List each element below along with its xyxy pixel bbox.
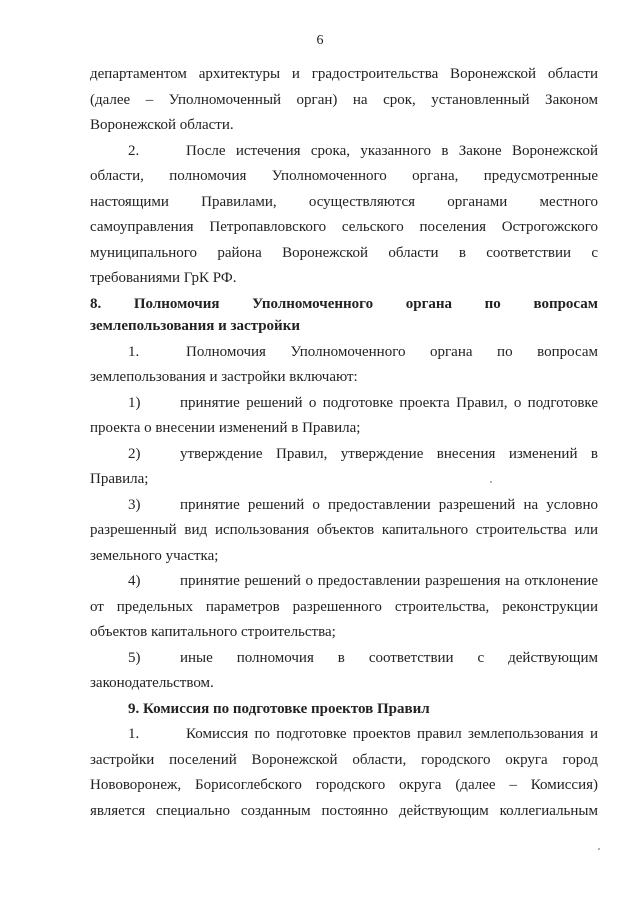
paragraph-2-line: [90, 139, 598, 165]
text-line: самоуправления Петропавловского сельского поселения Острогожского: [90, 219, 598, 235]
text-line: законодательством.: [90, 675, 214, 691]
scan-speck: [598, 848, 600, 850]
text-line: (далее – Уполномоченный орган) на срок, установленный Законом: [90, 91, 598, 108]
text-line: Нововоронеж, Борисоглебского городского округа (далее – Комиссия): [90, 777, 598, 793]
text-line: разрешенный вид использования объектов капитального строительства или: [90, 522, 598, 538]
list-item-1: [90, 391, 598, 417]
paragraph-number: 1.: [128, 343, 140, 360]
section-8-heading: 8. Полномочия Уполномоченного органа по вопросам: [90, 295, 598, 312]
text-line: принятие решений о предоставлении разрешения на отклонение: [180, 573, 598, 589]
text-line: области, полномочия Уполномоченного органа, предусмотренные: [90, 168, 598, 184]
list-number: 3): [128, 496, 141, 513]
paragraph-number: 2.: [128, 142, 140, 159]
text-line: застройки поселений Воронежской области, городского округа город: [90, 751, 598, 768]
section-9-heading: 9. Комиссия по подготовке проектов Правил: [128, 700, 430, 717]
text-line: муниципального района Воронежской области в соответствии с: [90, 244, 598, 261]
paragraph-1-line: [90, 340, 598, 366]
text-line: После истечения срока, указанного в Законе Воронежской: [186, 142, 598, 159]
text-line: Полномочия Уполномоченного органа по вопросам: [186, 343, 598, 360]
list-number: 5): [128, 649, 141, 666]
list-number: 1): [128, 394, 141, 411]
text-line: принятие решений о подготовке проекта Правил, о подготовке: [180, 394, 598, 411]
list-number: 4): [128, 573, 141, 589]
list-item-4: [90, 569, 598, 595]
list-item-2: [90, 442, 598, 468]
text-line: Правила;: [90, 471, 149, 487]
text-line: настоящими Правилами, осуществляются органами местного: [90, 193, 598, 210]
text-line: является специально созданным постоянно действующим коллегиальным: [90, 802, 598, 819]
document-body: [90, 62, 598, 824]
text-line: Комиссия по подготовке проектов правил землепользования и: [186, 726, 598, 742]
text-line: землепользования и застройки включают:: [90, 369, 358, 385]
text-line: Воронежской области.: [90, 117, 234, 133]
text-line: принятие решений о предоставлении разрешений на условно: [180, 496, 598, 513]
list-item-3: [90, 493, 598, 519]
text-line: иные полномочия в соответствии с действующим: [180, 649, 598, 666]
paragraph-9-1-line: [90, 722, 598, 748]
text-line: проекта о внесении изменений в Правила;: [90, 420, 361, 436]
section-8-heading-cont: землепользования и застройки: [90, 317, 300, 334]
text-line: объектов капитального строительства;: [90, 624, 336, 640]
list-item-5: [90, 646, 598, 672]
text-line: требованиями ГрК РФ.: [90, 270, 237, 286]
text-line: утверждение Правил, утверждение внесения изменений в: [180, 445, 598, 462]
text-line: департаментом архитектуры и градостроительства Воронежской области: [90, 66, 598, 82]
page-number: 6: [316, 33, 324, 48]
text-line: земельного участка;: [90, 547, 219, 564]
paragraph-number: 1.: [128, 726, 140, 742]
scan-speck: [490, 481, 492, 483]
list-number: 2): [128, 445, 141, 462]
text-line: от предельных параметров разрешенного строительства, реконструкции: [90, 598, 598, 615]
